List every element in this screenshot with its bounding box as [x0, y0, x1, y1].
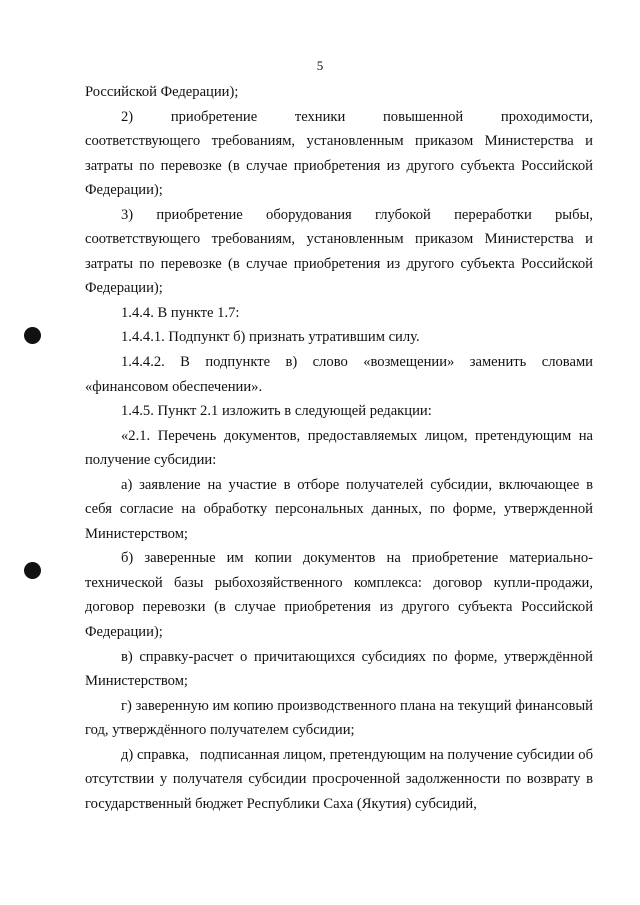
paragraph: а) заявление на участие в отборе получателей субсидии, включающее в себя согласие на обработку персональных данных, по форме, утвержденной Министерством; [85, 476, 593, 542]
punch-hole-mark [24, 562, 41, 579]
punch-hole-mark [24, 327, 41, 344]
paragraph: 1.4.4. В пункте 1.7: [121, 304, 240, 321]
paragraph: «2.1. Перечень документов, предоставляемых лицом, претендующим на получение субсидии: [85, 427, 593, 469]
page-number: 5 [316, 58, 324, 73]
paragraph: д) справка, подписанная лицом, претендующим на получение субсидии об отсутствии у получателя субсидии просроченной задолженности по возврату в государственный бюджет Республики Саха (Якутия) субсидий, [85, 746, 593, 812]
paragraph: б) заверенные им копии документов на приобретение материально-технической базы рыбохозяйственного комплекса: договор купли-продажи, договор перевозки (в случае приобретения из другого субъекта Российской Федерации); [85, 550, 593, 641]
paragraph: 1.4.4.1. Подпункт б) признать утратившим силу. [121, 329, 420, 346]
paragraph: 2) приобретение техники повышенной проходимости, соответствующего требованиям, установленным приказом Министерства и затраты по перевозке (в случае приобретения из другого субъекта Российской Федерации); [85, 108, 593, 199]
paragraph: 3) приобретение оборудования глубокой переработки рыбы, соответствующего требованиям, установленным приказом Министерства и затраты по перевозке (в случае приобретения из другого субъекта Российской Федерации); [85, 206, 593, 297]
paragraph: г) заверенную им копию производственного плана на текущий финансовый год, утверждённого получателем субсидии; [85, 697, 593, 739]
document-body [85, 80, 593, 816]
paragraph: в) справку-расчет о причитающихся субсидиях по форме, утверждённой Министерством; [85, 648, 593, 690]
paragraph: 1.4.4.2. В подпункте в) слово «возмещении» заменить словами «финансовом обеспечении». [85, 354, 593, 395]
paragraph: Российской Федерации); [85, 84, 239, 100]
paragraph: 1.4.5. Пункт 2.1 изложить в следующей редакции: [121, 403, 432, 420]
